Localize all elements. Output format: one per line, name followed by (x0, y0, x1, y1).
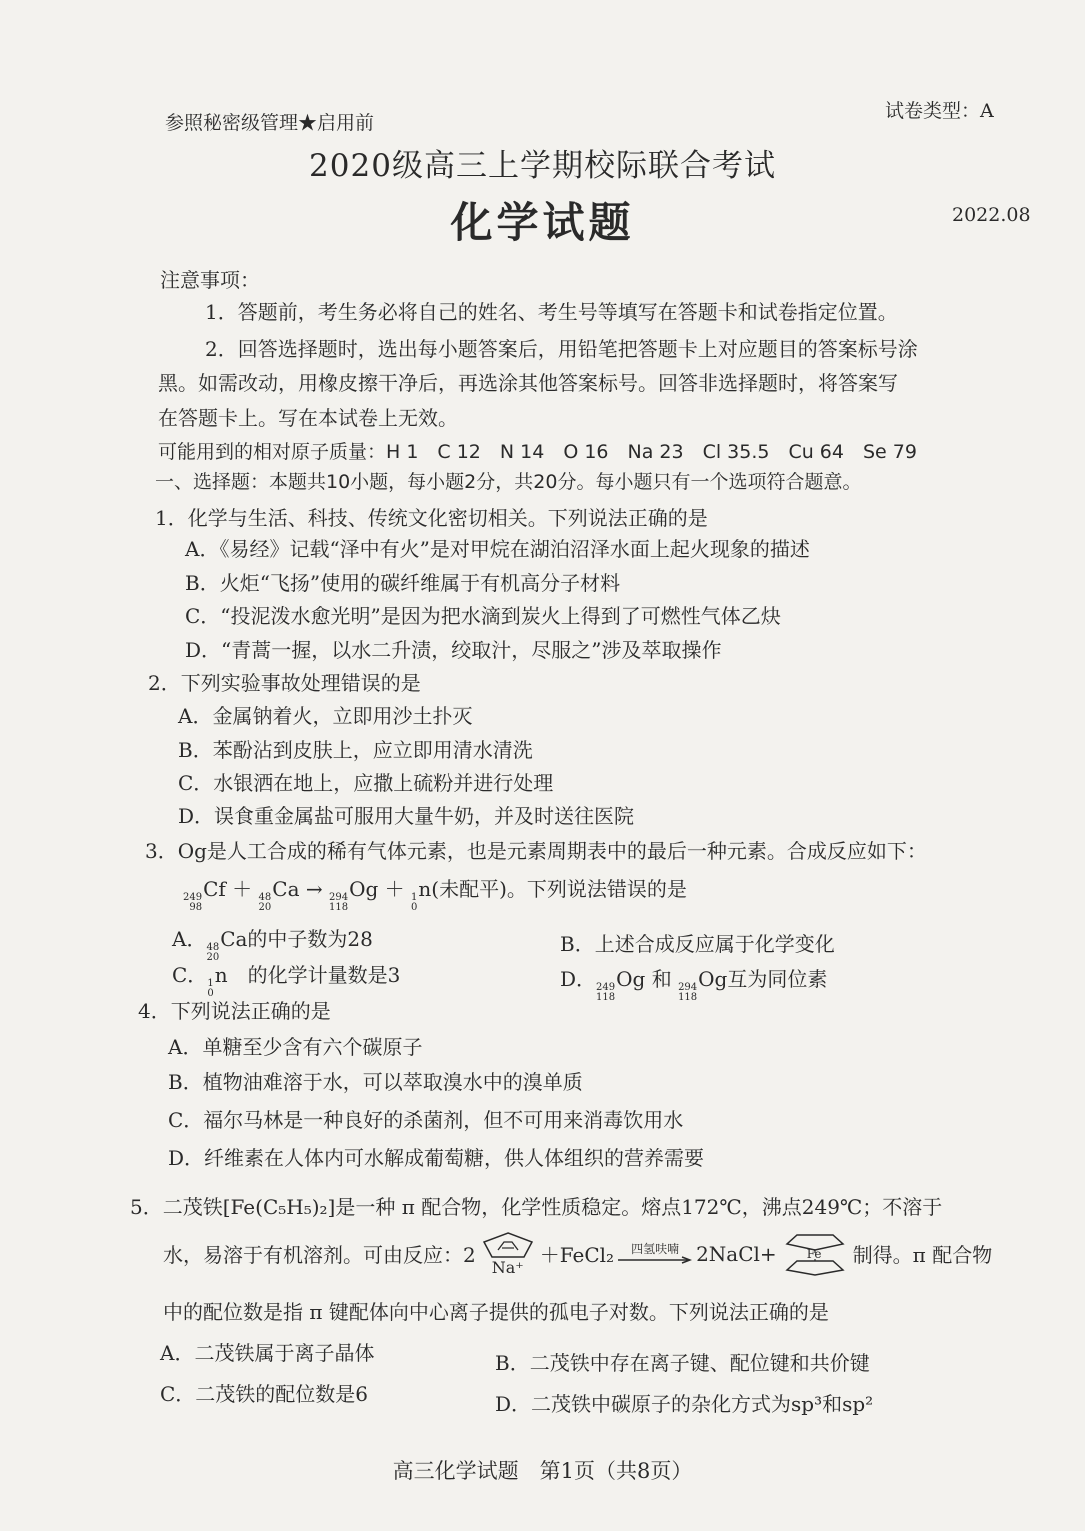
section-1-heading: 一、选择题：本题共10小题，每小题2分，共20分。每小题只有一个选项符合题意。 (155, 471, 862, 493)
ferrocene-structure: Fe (783, 1232, 847, 1276)
cyclopentadienyl-ring-icon (478, 1230, 538, 1260)
cf-isotope-numbers: 249 98 (183, 892, 203, 913)
exam-title: 2020级高三上学期校际联合考试 (309, 148, 776, 184)
q1-option-c: C．“投泥泼水愈光明”是因为把水滴到炭火上得到了可燃性气体乙炔 (185, 604, 781, 628)
note-2-line-1: 2．回答选择题时，选出每小题答案后，用铅笔把答题卡上对应题目的答案标号涂 (205, 337, 918, 361)
q1-option-a: A．《易经》记载“泽中有火”是对甲烷在湖泊沼泽水面上起火现象的描述 (185, 537, 810, 561)
q3-option-a: A． 48 20 Ca的中子数为28 (172, 927, 373, 963)
note-2-line-2: 黑。如需改动，用橡皮擦干净后，再选涂其他答案标号。回答非选择题时，将答案写 (158, 371, 898, 395)
note-2-line-3: 在答题卡上。写在本试卷上无效。 (158, 406, 458, 430)
q3-option-b: B．上述合成反应属于化学变化 (560, 932, 835, 956)
q3-stem: 3．Og是人工合成的稀有气体元素，也是元素周期表中的最后一种元素。合成反应如下： (145, 839, 927, 863)
q5-stem-line-1: 5．二茂铁[Fe(C₅H₅)₂]是一种 π 配合物，化学性质稳定。熔点172℃，沸点249℃；不溶于 (130, 1195, 943, 1219)
q1-stem: 1．化学与生活、科技、传统文化密切相关。下列说法正确的是 (155, 506, 708, 530)
og-isotope-numbers: 294 118 (328, 892, 349, 913)
q2-stem: 2．下列实验事故处理错误的是 (148, 671, 421, 695)
q3-equation: 249 98 Cf ＋ 48 20 Ca → 294 118 Og ＋ 1 0 n(未配平)。下列说法错误的是 (183, 877, 687, 913)
note-1: 1．答题前，考生务必将自己的姓名、考生号等填写在答题卡和试卷指定位置。 (205, 300, 898, 324)
q1-option-d: D．“青蒿一握，以水二升渍，绞取汁，尽服之”涉及萃取操作 (185, 638, 722, 662)
q5-option-a: A．二茂铁属于离子晶体 (160, 1341, 375, 1365)
q5-option-d: D．二茂铁中碳原子的杂化方式为sp³和sp² (495, 1392, 874, 1416)
reaction-condition-arrow: 四氢呋喃 (618, 1243, 692, 1264)
page-footer: 高三化学试题 第1页（共8页） (392, 1459, 693, 1483)
long-arrow-icon (618, 1256, 692, 1264)
exam-date: 2022.08 (952, 204, 1031, 226)
q2-option-b: B．苯酚沾到皮肤上，应立即用清水清洗 (178, 738, 533, 762)
q2-option-d: D．误食重金属盐可服用大量牛奶，并及时送往医院 (178, 804, 635, 828)
atomic-masses: 可能用到的相对原子质量：H 1 C 12 N 14 O 16 Na 23 Cl 35.5 Cu 64 Se 79 (158, 441, 917, 463)
subject-title: 化学试题 (450, 198, 635, 247)
q5-stem-line-2: 水，易溶于有机溶剂。可由反应：2 Na⁺ ＋FeCl₂ 四氢呋喃 2NaCl+ Fe 制得。π 配合物 (163, 1230, 992, 1277)
q3-option-c: C． 1 0 n 的化学计量数是3 (172, 963, 401, 999)
reaction-arrow: → (305, 877, 323, 901)
q5-option-c: C．二茂铁的配位数是6 (160, 1382, 369, 1406)
q4-option-d: D．纤维素在人体内可水解成葡萄糖，供人体组织的营养需要 (168, 1146, 705, 1170)
q5-option-b: B．二茂铁中存在离子键、配位键和共价键 (495, 1351, 870, 1375)
q4-option-b: B．植物油难溶于水，可以萃取溴水中的溴单质 (168, 1070, 583, 1094)
notes-heading: 注意事项： (160, 268, 260, 292)
cyclopentadienyl-sodium: Na⁺ (478, 1230, 538, 1277)
q5-stem-line-3: 中的配位数是指 π 键配体向中心离子提供的孤电子对数。下列说法正确的是 (163, 1300, 829, 1324)
q2-option-c: C．水银洒在地上，应撒上硫粉并进行处理 (178, 771, 554, 795)
paper-type-label: 试卷类型：A (885, 100, 994, 122)
neutron-numbers: 1 0 (411, 892, 418, 913)
q4-option-c: C．福尔马林是一种良好的杀菌剂，但不可用来消毒饮用水 (168, 1108, 684, 1132)
q4-stem: 4．下列说法正确的是 (138, 999, 331, 1023)
q3-option-d: D． 249 118 Og 和 294 118 Og互为同位素 (560, 967, 828, 1003)
secret-level-label: 参照秘密级管理★启用前 (165, 112, 375, 134)
ca-isotope-numbers: 48 20 (258, 892, 272, 913)
q1-option-b: B．火炬“飞扬”使用的碳纤维属于有机高分子材料 (185, 571, 621, 595)
q4-option-a: A．单糖至少含有六个碳原子 (168, 1035, 423, 1059)
q2-option-a: A．金属钠着火，立即用沙土扑灭 (178, 704, 473, 728)
